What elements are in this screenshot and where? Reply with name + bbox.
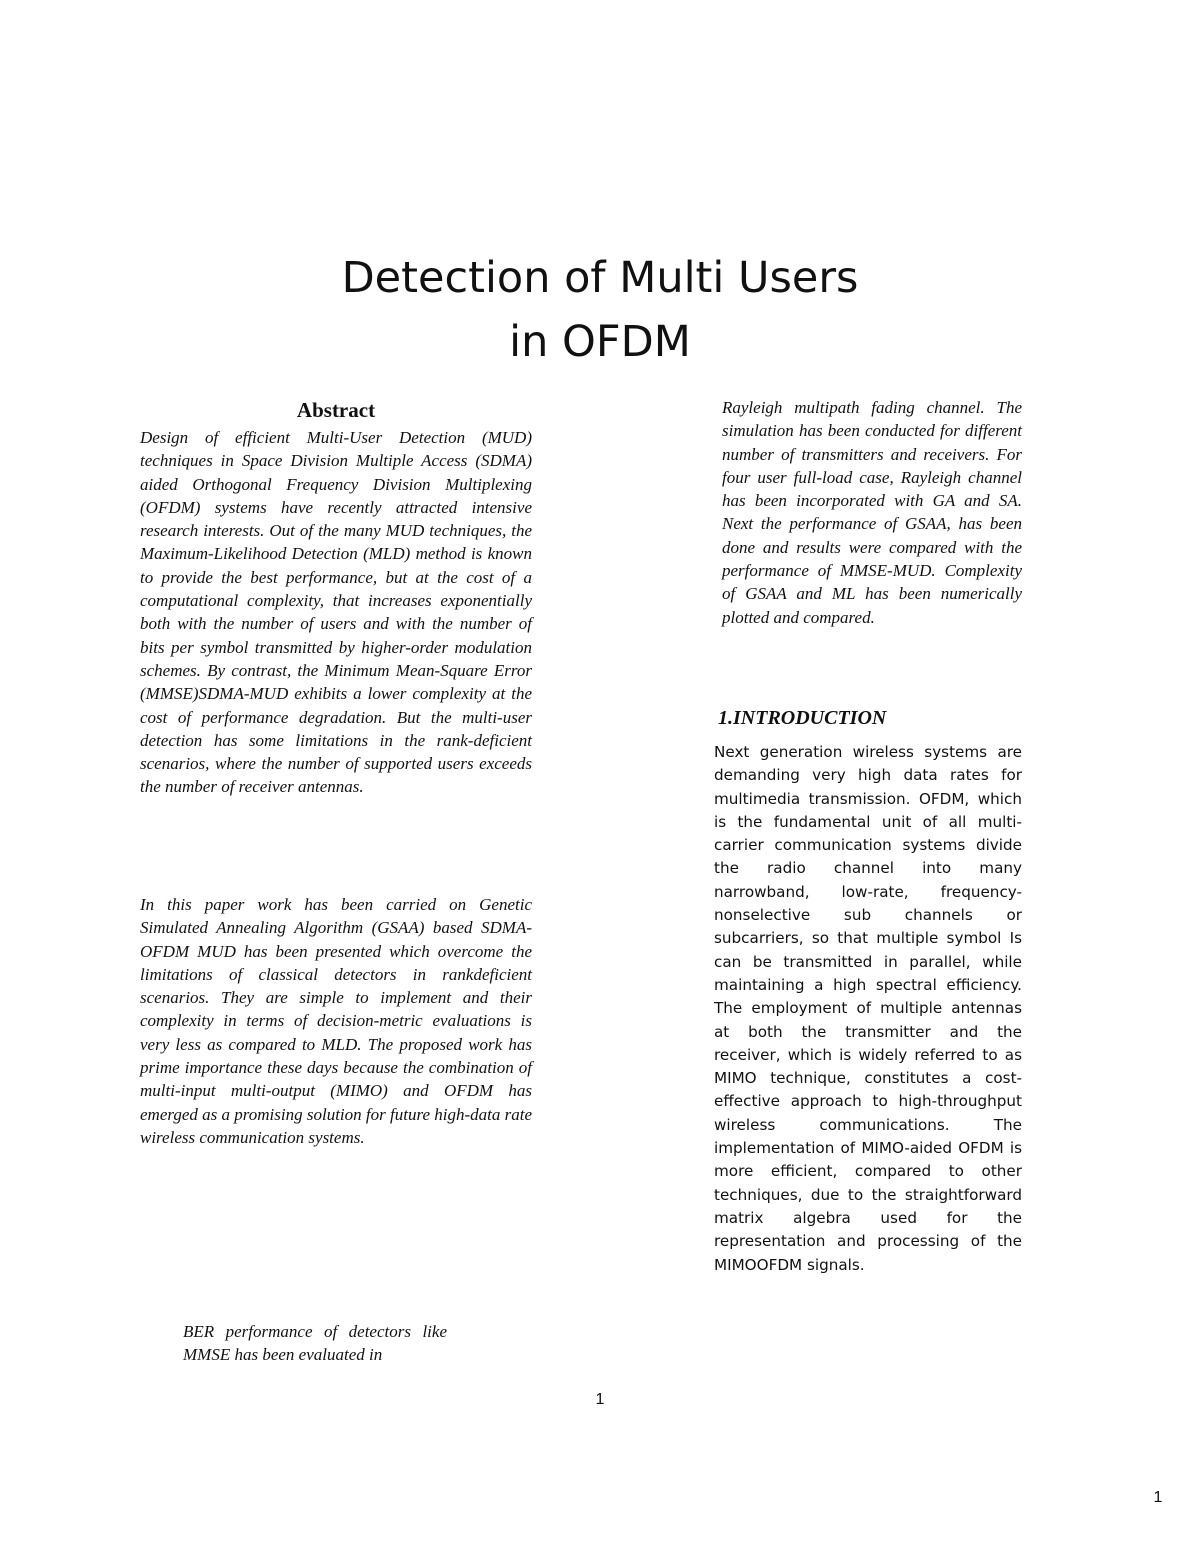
paper-title	[200, 246, 1000, 374]
abstract-paragraph-tail: BER performance of detectors like MMSE has been evaluated in	[183, 1322, 447, 1365]
abstract-paragraph-2: In this paper work has been carried on Genetic Simulated Annealing Algorithm (GSAA) based SDMA-OFDM MUD has been presented which overcome the limitations of classical detectors in rankdeficient scenarios. They are simple to implement and their complexity in terms of decision-metric evaluations is very less as compared to MLD. The proposed work has prime importance these days because the combination of multi-input multi-output (MIMO) and OFDM has emerged as a promising solution for future high-data rate wireless communication systems.	[140, 895, 532, 1147]
paper-title-line-1: Detection of Multi Users	[341, 253, 859, 303]
abstract-heading: Abstract	[296, 398, 376, 422]
page-number-corner: 1	[1153, 1489, 1163, 1506]
abstract-continuation: Rayleigh multipath fading channel. The simulation has been conducted for different number of transmitters and receivers. For four user full-load case, Rayleigh channel has been incorporated with GA and SA. Next the performance of GSAA, has been done and results were compared with the performance of MMSE-MUD. Complexity of GSAA and ML has been numerically plotted and compared.	[722, 398, 1022, 627]
introduction-heading: 1.INTRODUCTION	[718, 707, 887, 729]
abstract-paragraph-1: Design of efficient Multi-User Detection (MUD) techniques in Space Division Multiple Access (SDMA) aided Orthogonal Frequency Division Multiplexing (OFDM) systems have recently attracted intensive research interests. Out of the many MUD techniques, the Maximum-Likelihood Detection (MLD) method is known to provide the best performance, but at the cost of a computational complexity, that increases exponentially both with the number of users and with the number of bits per symbol transmitted by higher-order modulation schemes. By contrast, the Minimum Mean-Square Error (MMSE)SDMA-MUD exhibits a lower complexity at the cost of performance degradation. But the multi-user detection has some limitations in the rank-deficient scenarios, where the number of supported users exceeds the number of receiver antennas.	[140, 428, 532, 797]
introduction-text: Next generation wireless systems are demanding very high data rates for multimedia transmission. OFDM, which is the fundamental unit of all multi-carrier communication systems divide the radio channel into many narrowband, low-rate, frequency-nonselective sub channels or subcarriers, so that multiple symbol Is can be transmitted in parallel, while maintaining a high spectral efficiency. The employment of multiple antennas at both the transmitter and the receiver, which is widely referred to as MIMO technique, constitutes a cost-effective approach to high-throughput wireless communications. The implementation of MIMO-aided OFDM is more efficient, compared to other techniques, due to the straightforward matrix algebra used for the representation and processing of the MIMOOFDM signals.	[714, 743, 1022, 1274]
paper-title-line-2: in OFDM	[509, 317, 691, 367]
page-number-center: 1	[595, 1391, 605, 1408]
